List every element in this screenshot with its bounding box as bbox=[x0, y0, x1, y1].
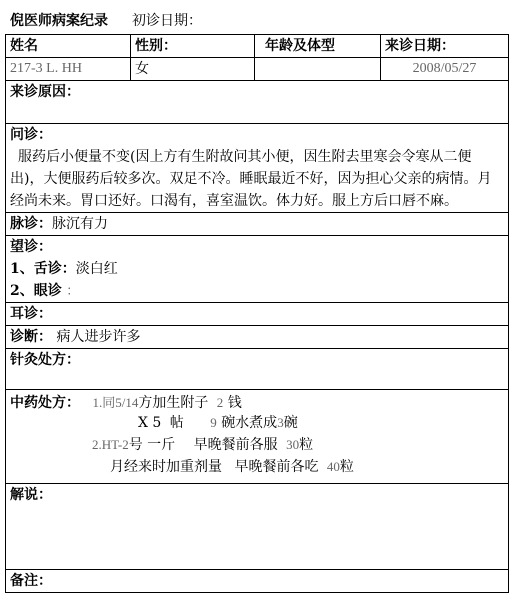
rx-line2-decoct: 碗水煮成 bbox=[221, 415, 278, 431]
acupuncture-label: 针灸处方： bbox=[10, 352, 80, 368]
rx-line4-unit: 粒 bbox=[339, 459, 354, 475]
reason-section bbox=[6, 81, 509, 124]
rx-line1-prefix: 1.同 bbox=[92, 395, 116, 410]
rx-line4-instruction: 早晚餐前各吃 bbox=[234, 459, 319, 475]
rx-line1-dose: 2 bbox=[216, 395, 224, 410]
inspection-label: 望诊： bbox=[10, 239, 52, 255]
ear-section: 耳诊： bbox=[6, 303, 509, 326]
case-record-table bbox=[5, 34, 509, 593]
reason-label: 来诊原因： bbox=[10, 84, 80, 100]
pulse-section bbox=[6, 213, 509, 236]
rx-line3-unit: 粒 bbox=[299, 437, 314, 453]
rx-line1-date: 5/14 bbox=[115, 395, 139, 410]
rx-line2-unit: 帖 bbox=[169, 415, 184, 431]
tongue-label: 1、舌诊： bbox=[10, 261, 76, 277]
rx-line1-herb: 方加生附子 bbox=[138, 395, 209, 411]
sex-header: 性别： bbox=[131, 35, 255, 58]
eye-text: ： bbox=[66, 283, 80, 298]
patient-name: 217-3 L. HH bbox=[6, 58, 131, 81]
rx-line1-unit: 钱 bbox=[227, 395, 242, 411]
pulse-text: 脉沉有力 bbox=[52, 216, 108, 232]
visit-date-header: 来诊日期： bbox=[381, 35, 509, 58]
first-visit-label: 初诊日期： bbox=[132, 13, 202, 29]
diagnosis-section bbox=[6, 326, 509, 349]
explanation-label: 解说： bbox=[10, 487, 52, 503]
rx-line4-count: 40 bbox=[326, 459, 340, 474]
notes-section: 备注： bbox=[6, 570, 509, 593]
record-title: 倪医师病案纪录 bbox=[10, 13, 108, 29]
rx-line3-instruction: 早晚餐前各服 bbox=[193, 437, 278, 453]
pulse-label: 脉诊： bbox=[10, 216, 52, 232]
patient-visit-date: 2008/05/27 bbox=[381, 58, 509, 81]
tongue-text: 淡白红 bbox=[75, 261, 118, 277]
inquiry-text: 服药后小便量不变(因上方有生附故问其小便，因生附去里寒会令寒从二便出)，大便服药后较多次。双足不冷。睡眠最近不好，因为担心父亲的病情。月经尚未来。胃口还好。口渴有，喜室温饮。体力好。服上方后口唇不麻。 bbox=[10, 149, 492, 209]
patient-age-build bbox=[255, 58, 381, 81]
inquiry-label: 问诊： bbox=[10, 127, 52, 143]
explanation-section bbox=[6, 484, 509, 570]
record-header bbox=[10, 10, 202, 32]
inquiry-section bbox=[6, 124, 509, 213]
name-header: 姓名 bbox=[6, 35, 131, 58]
rx-line2-qty: X 5 bbox=[138, 415, 162, 431]
rx-line3-code: 2.HT-2 bbox=[92, 437, 129, 452]
patient-sex: 女 bbox=[131, 58, 255, 81]
eye-label: 2、眼诊 bbox=[10, 283, 62, 299]
age-build-header: 年龄及体型 bbox=[255, 35, 381, 58]
rx-line3-count: 30 bbox=[286, 437, 300, 452]
acupuncture-section bbox=[6, 349, 509, 390]
inspection-section bbox=[6, 236, 509, 303]
rx-line2-bowls: 3 bbox=[277, 415, 284, 430]
rx-line3-amount: 号 一斤 bbox=[128, 437, 176, 453]
herbal-label: 中药处方： bbox=[10, 395, 80, 411]
rx-line2-water: 9 bbox=[210, 415, 217, 430]
rx-line2-bowl-unit: 碗 bbox=[283, 415, 298, 431]
diagnosis-label: 诊断： bbox=[10, 329, 52, 345]
diagnosis-text: 病人进步许多 bbox=[56, 329, 141, 345]
herbal-section bbox=[6, 390, 509, 484]
rx-line4-note: 月经来时加重剂量 bbox=[110, 459, 222, 475]
